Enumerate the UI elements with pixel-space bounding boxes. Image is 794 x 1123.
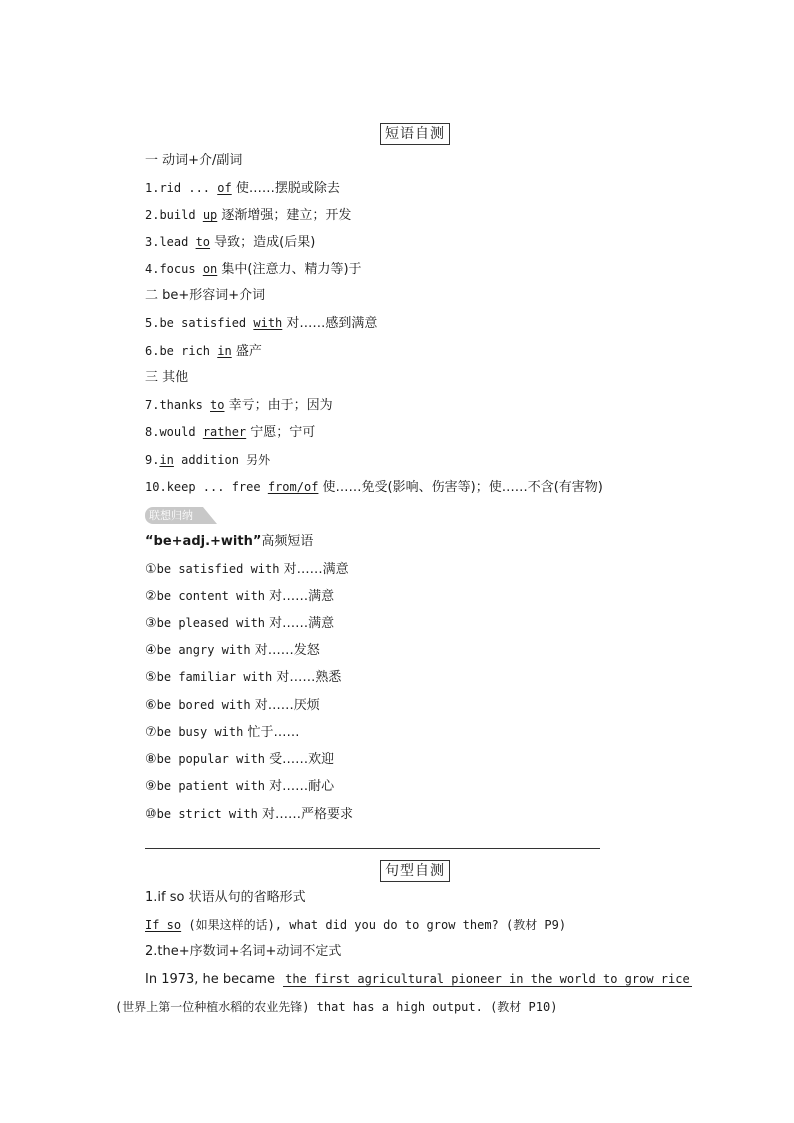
item-phrase: be satisfied with bbox=[156, 562, 280, 576]
item-meaning: 对……发怒 bbox=[250, 643, 320, 658]
phrase-item-1 bbox=[145, 179, 340, 198]
association-item-1 bbox=[145, 560, 349, 579]
phrase-item-5 bbox=[145, 314, 377, 333]
sentence-item-1-example bbox=[145, 916, 566, 935]
item-meaning: 逐渐增强；建立；开发 bbox=[217, 208, 352, 223]
item-mark: ⑥ bbox=[145, 698, 157, 713]
item-meaning: 宁愿；宁可 bbox=[246, 425, 316, 440]
group-heading-others: 三 其他 bbox=[145, 370, 189, 385]
item-number: 7. bbox=[145, 398, 160, 412]
item-prefix: be rich bbox=[159, 344, 218, 358]
answer-text: in bbox=[159, 453, 174, 467]
sentence-item-2-continuation bbox=[115, 998, 557, 1017]
association-item-3 bbox=[145, 614, 334, 633]
item-meaning: 对……耐心 bbox=[265, 779, 335, 794]
association-item-8 bbox=[145, 750, 334, 769]
answer-text: If so bbox=[145, 918, 182, 932]
association-item-6 bbox=[145, 696, 320, 715]
example-continuation: (世界上第一位种植水稻的农业先锋) that has a high output. (教材 P10) bbox=[115, 1000, 558, 1014]
sentence-section-title: 句型自测 bbox=[380, 860, 450, 882]
item-prefix: would bbox=[159, 425, 203, 439]
example-rest: (如果这样的话), what did you do to grow them? (教材 P9) bbox=[181, 918, 567, 932]
answer-text: to bbox=[195, 235, 211, 249]
phrase-item-3 bbox=[145, 233, 315, 252]
item-number: 3. bbox=[145, 235, 160, 249]
item-phrase: be strict with bbox=[156, 807, 258, 821]
item-phrase: be busy with bbox=[156, 725, 244, 739]
sentence-item-2-heading: 2.the+序数词+名词+动词不定式 bbox=[145, 944, 342, 959]
phrase-item-7 bbox=[145, 396, 333, 415]
item-meaning: 使……免受(影响、伤害等)；使……不含(有害物) bbox=[318, 480, 603, 495]
association-item-10 bbox=[145, 805, 353, 824]
item-mark: ③ bbox=[145, 616, 157, 631]
section-divider bbox=[145, 848, 600, 849]
item-meaning: 盛产 bbox=[231, 344, 262, 359]
item-meaning: 对……满意 bbox=[279, 562, 349, 577]
item-meaning: 对……满意 bbox=[265, 589, 335, 604]
association-item-4 bbox=[145, 641, 320, 660]
item-mark: ⑩ bbox=[145, 807, 157, 822]
item-number: 6. bbox=[145, 344, 160, 358]
item-mark: ④ bbox=[145, 643, 157, 658]
item-mark: ② bbox=[145, 589, 157, 604]
answer-text: rather bbox=[202, 425, 247, 439]
item-prefix: rid ... bbox=[159, 181, 218, 195]
item-mark: ⑨ bbox=[145, 779, 157, 794]
item-meaning: 使……摆脱或除去 bbox=[231, 181, 340, 196]
item-number: 1. bbox=[145, 181, 160, 195]
item-phrase: be bored with bbox=[156, 698, 251, 712]
item-meaning: 对……严格要求 bbox=[257, 807, 353, 822]
sentence-item-2-example bbox=[145, 971, 696, 989]
phrase-section-title: 短语自测 bbox=[380, 123, 450, 145]
item-meaning: 对……熟悉 bbox=[272, 670, 342, 685]
association-tag bbox=[145, 507, 217, 524]
quote-open: “ bbox=[145, 534, 154, 549]
association-item-7 bbox=[145, 723, 300, 742]
item-mark: ⑤ bbox=[145, 670, 157, 685]
item-meaning: 导致；造成(后果) bbox=[210, 235, 316, 250]
phrase-item-9 bbox=[145, 451, 270, 470]
sentence-item-1-heading: 1.if so 状语从句的省略形式 bbox=[145, 890, 306, 905]
item-meaning: 幸亏；由于；因为 bbox=[224, 398, 333, 413]
phrase-item-6 bbox=[145, 342, 262, 361]
item-number: 4. bbox=[145, 262, 160, 276]
item-prefix: focus bbox=[159, 262, 203, 276]
association-heading bbox=[145, 533, 313, 551]
item-phrase: be patient with bbox=[156, 779, 266, 793]
group-heading-be-adj-prep: 二 be+形容词+介词 bbox=[145, 288, 266, 303]
item-meaning: 受……欢迎 bbox=[265, 752, 335, 767]
item-number: 5. bbox=[145, 316, 160, 330]
item-number: 8. bbox=[145, 425, 160, 439]
answer-text: in bbox=[217, 344, 232, 358]
quote-close: ” bbox=[252, 534, 262, 549]
association-item-5 bbox=[145, 668, 341, 687]
answer-text: from/of bbox=[267, 480, 319, 494]
item-number: 10. bbox=[145, 480, 167, 494]
item-prefix: lead bbox=[159, 235, 196, 249]
heading-cn: 高频短语 bbox=[261, 534, 314, 549]
item-meaning: 对……满意 bbox=[265, 616, 335, 631]
group-heading-verb-prep: 一 动词+介/副词 bbox=[145, 153, 243, 168]
phrase-item-10 bbox=[145, 478, 603, 497]
item-meaning: 对……感到满意 bbox=[282, 316, 378, 331]
item-phrase: be popular with bbox=[156, 752, 266, 766]
item-meaning: 忙于…… bbox=[243, 725, 300, 740]
item-meaning: 对……厌烦 bbox=[250, 698, 320, 713]
association-item-9 bbox=[145, 777, 334, 796]
answer-text: on bbox=[202, 262, 218, 276]
item-number: 9. bbox=[145, 453, 160, 467]
tag-label: 联想归纳 bbox=[149, 509, 193, 522]
association-item-2 bbox=[145, 587, 334, 606]
item-phrase: be content with bbox=[156, 589, 266, 603]
item-mark: ⑧ bbox=[145, 752, 157, 767]
item-phrase: be angry with bbox=[156, 643, 251, 657]
answer-blank: the first agricultural pioneer in the world to grow rice bbox=[285, 972, 690, 986]
item-mark: ⑦ bbox=[145, 725, 157, 740]
tag-arrow bbox=[203, 507, 217, 524]
phrase-item-2 bbox=[145, 206, 351, 225]
item-meaning: addition 另外 bbox=[173, 453, 271, 467]
item-prefix: build bbox=[159, 208, 203, 222]
answer-text: up bbox=[202, 208, 218, 222]
phrase-item-4 bbox=[145, 260, 362, 279]
answer-text: with bbox=[253, 316, 283, 330]
example-prefix: In 1973, he became bbox=[145, 972, 280, 987]
item-prefix: be satisfied bbox=[159, 316, 254, 330]
answer-text: to bbox=[210, 398, 225, 412]
item-prefix: thanks bbox=[159, 398, 211, 412]
item-prefix: keep ... free bbox=[166, 480, 268, 494]
item-number: 2. bbox=[145, 208, 160, 222]
item-meaning: 集中(注意力、精力等)于 bbox=[217, 262, 362, 277]
item-mark: ① bbox=[145, 562, 157, 577]
item-phrase: be pleased with bbox=[156, 616, 266, 630]
phrase-item-8 bbox=[145, 423, 315, 442]
answer-text: of bbox=[217, 181, 232, 195]
heading-formula: be+adj.+with bbox=[153, 534, 253, 549]
item-phrase: be familiar with bbox=[156, 670, 273, 684]
